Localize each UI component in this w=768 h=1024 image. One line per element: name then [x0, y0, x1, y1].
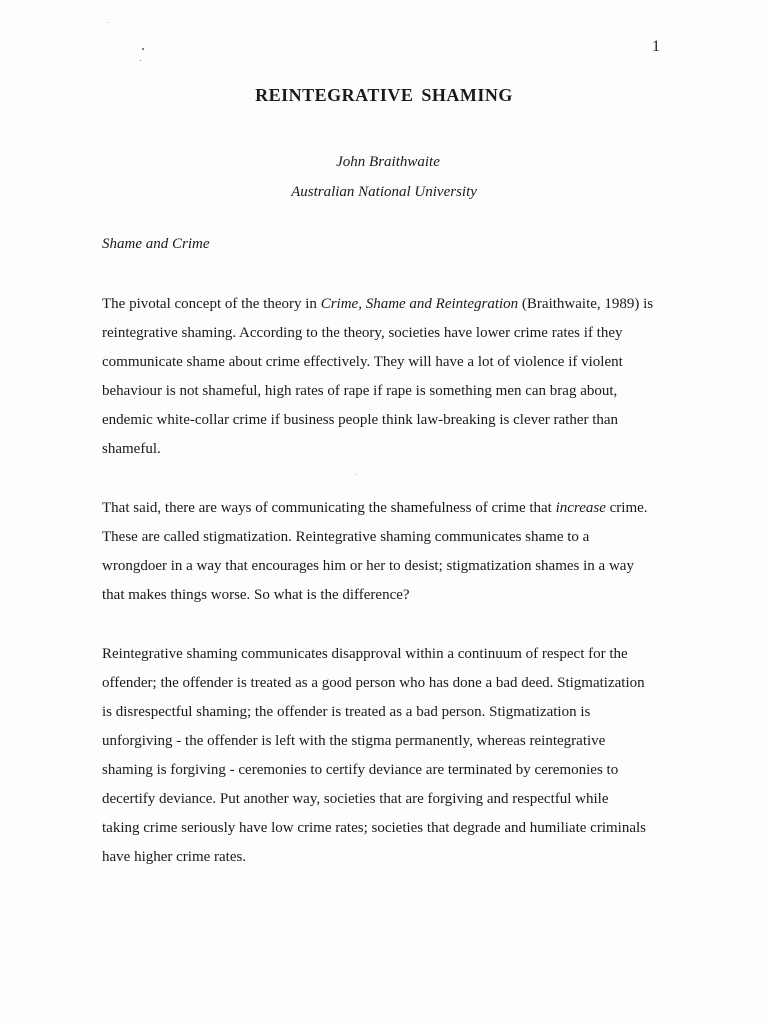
paragraph-line: endemic white-collar crime if business people think law-breaking is clever rather than [102, 412, 619, 428]
author-name: John Braithwaite [336, 154, 440, 170]
paragraph-1 [102, 290, 682, 464]
page-number: 1 [652, 38, 660, 55]
scan-speck [356, 474, 357, 475]
paragraph-line: unforgiving - the offender is left with the stigma permanently, whereas reintegrative [102, 733, 606, 749]
paragraph-line: have higher crime rates. [102, 849, 247, 865]
paragraph-line: that makes things worse. So what is the difference? [102, 587, 410, 603]
paragraph-line: communicate shame about crime effectively. They will have a lot of violence if violent [102, 354, 623, 370]
paragraph-line [102, 290, 682, 319]
book-title: Crime, Shame and Reintegration [320, 296, 519, 312]
paragraph-2 [102, 494, 682, 610]
text-run: That said, there are ways of communicating the shamefulness of crime that [102, 500, 556, 516]
paragraph-line: is disrespectful shaming; the offender is treated as a bad person. Stigmatization is [102, 704, 591, 720]
paragraph-line: behaviour is not shameful, high rates of rape if rape is something men can brag about, [102, 383, 618, 399]
text-run: The pivotal concept of the theory in [102, 296, 321, 312]
document-title: REINTEGRATIVE SHAMING [255, 85, 513, 105]
scan-speck [140, 60, 141, 61]
paragraph-line: offender; the offender is treated as a good person who has done a bad deed. Stigmatization [102, 675, 645, 691]
paragraph-line: shameful. [102, 441, 161, 457]
paragraph-line: wrongdoer in a way that encourages him or her to desist; stigmatization shames in a way [102, 558, 634, 574]
paragraph-line: decertify deviance. Put another way, societies that are forgiving and respectful while [102, 791, 609, 807]
paragraph-line: reintegrative shaming. According to the theory, societies have lower crime rates if they [102, 325, 623, 341]
paragraph-line [102, 494, 682, 523]
paragraph-line: shaming is forgiving - ceremonies to certify deviance are terminated by ceremonies to [102, 762, 619, 778]
emphasis: increase [555, 500, 606, 516]
paragraph-line: taking crime seriously have low crime rates; societies that degrade and humiliate criminals [102, 820, 646, 836]
paragraph-3 [102, 640, 682, 872]
section-heading: Shame and Crime [102, 236, 210, 252]
paragraph-line: These are called stigmatization. Reintegrative shaming communicates shame to a [102, 529, 590, 545]
author-affiliation: Australian National University [291, 184, 477, 200]
author-block [0, 147, 768, 207]
scan-speck [108, 22, 109, 23]
text-run: (Braithwaite, 1989) is [518, 296, 654, 312]
scan-speck [142, 48, 144, 50]
paragraph-line: Reintegrative shaming communicates disapproval within a continuum of respect for the [102, 646, 628, 662]
text-run: crime. [605, 500, 648, 516]
